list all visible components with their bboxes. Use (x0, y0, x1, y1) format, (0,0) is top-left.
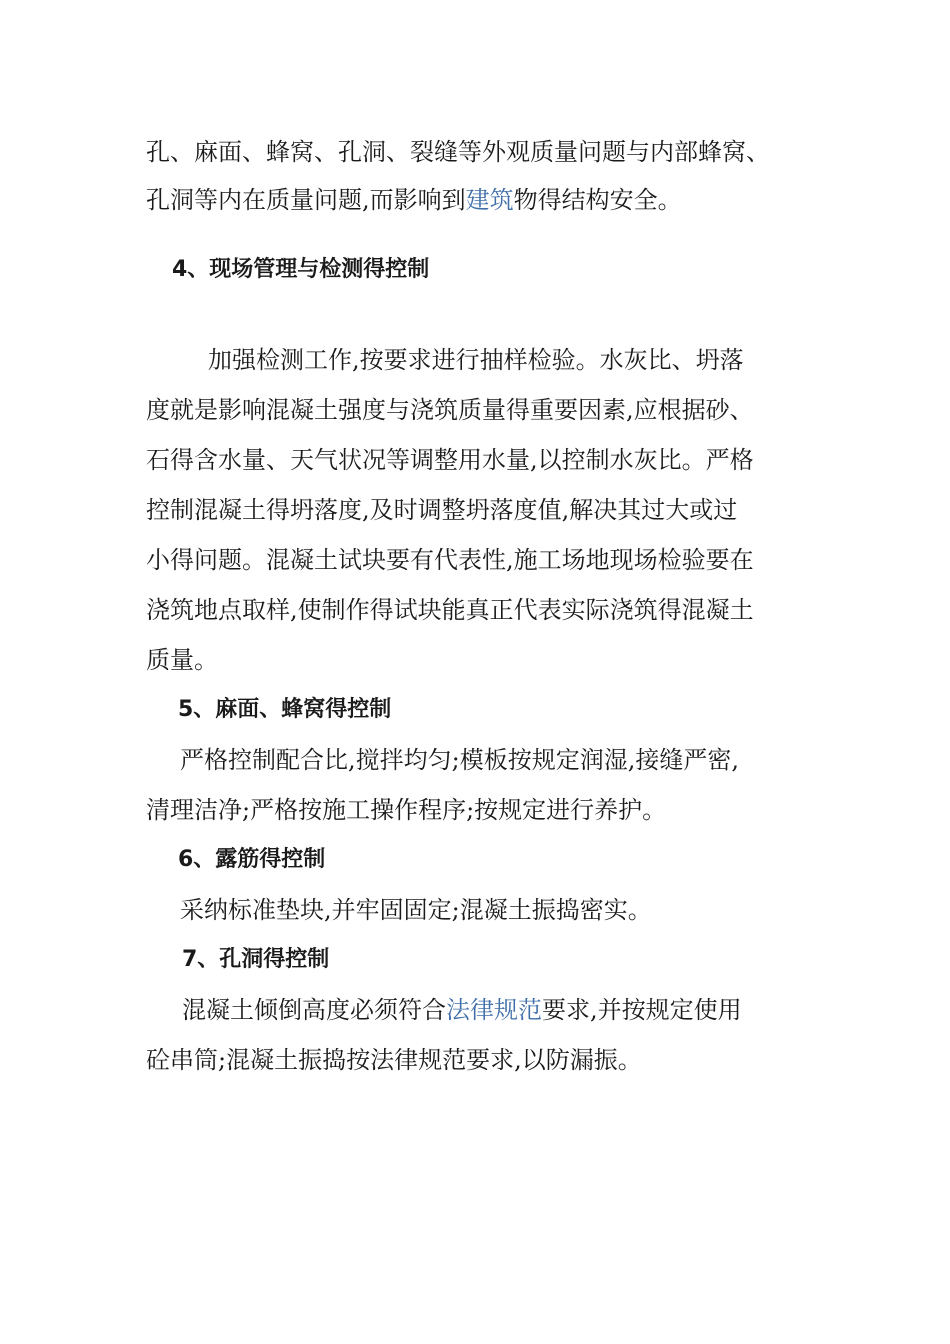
section-4-line: 石得含水量、天气状况等调整用水量,以控制水灰比。严格 (146, 446, 754, 474)
section-5-line: 严格控制配合比,搅拌均匀;模板按规定润湿,接缝严密, (180, 746, 739, 774)
section-5-line: 清理洁净;严格按施工操作程序;按规定进行养护。 (146, 796, 667, 824)
section-7-line-1-text-end: 要求,并按规定使用 (542, 996, 742, 1024)
section-6-line: 采纳标准垫块,并牢固固定;混凝土振捣密实。 (180, 896, 652, 924)
section-7-heading: 7、孔洞得控制 (182, 947, 330, 972)
section-7-line-1-text: 混凝土倾倒高度必须符合 (182, 996, 446, 1024)
section-4-line: 加强检测工作,按要求进行抽样检验。水灰比、坍落 (208, 346, 744, 374)
intro-line-2-text: 孔洞等内在质量问题,而影响到 (146, 186, 466, 214)
intro-line-2-text-end: 物得结构安全。 (513, 186, 682, 214)
section-4-line: 控制混凝土得坍落度,及时调整坍落度值,解决其过大或过 (146, 496, 738, 524)
section-4-line: 度就是影响混凝土强度与浇筑质量得重要因素,应根据砂、 (146, 396, 754, 424)
intro-line-2 (146, 184, 682, 216)
section-5-heading: 5、麻面、蜂窝得控制 (178, 697, 392, 722)
building-link[interactable]: 建筑 (465, 186, 514, 214)
legal-norms-link[interactable]: 法律规范 (446, 996, 542, 1024)
section-7-line-1 (182, 994, 742, 1026)
intro-line-1: 孔、麻面、蜂窝、孔洞、裂缝等外观质量问题与内部蜂窝、 (146, 138, 770, 166)
section-4-heading: 4、现场管理与检测得控制 (172, 257, 430, 282)
section-7-line-2: 砼串筒;混凝土振捣按法律规范要求,以防漏振。 (146, 1046, 642, 1074)
section-4-line: 质量。 (146, 646, 218, 674)
section-4-line: 小得问题。混凝土试块要有代表性,施工场地现场检验要在 (146, 546, 754, 574)
section-6-heading: 6、露筋得控制 (178, 847, 326, 872)
section-4-line: 浇筑地点取样,使制作得试块能真正代表实际浇筑得混凝土 (146, 596, 754, 624)
